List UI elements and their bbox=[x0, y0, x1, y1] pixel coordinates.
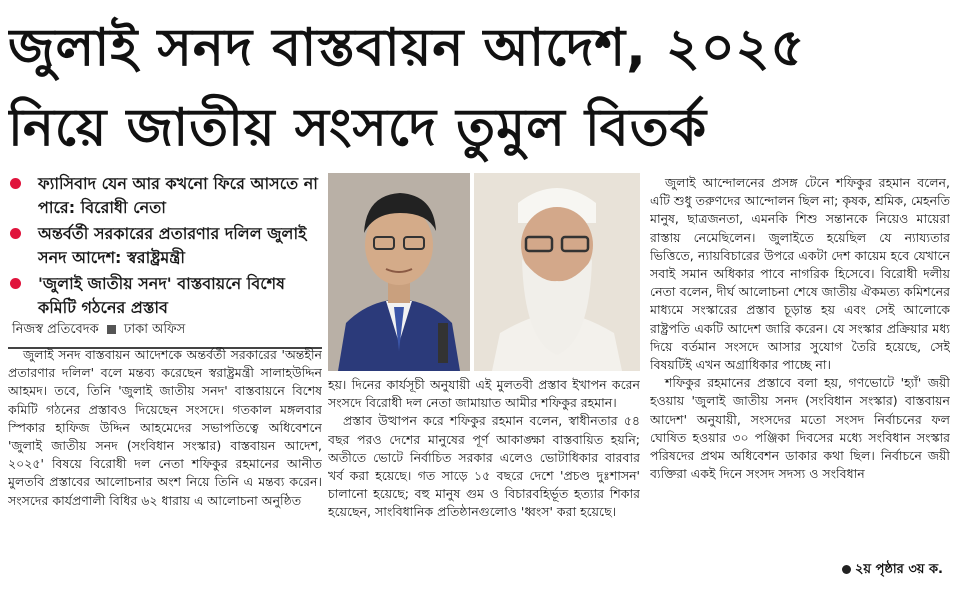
bullet-item: ফ্যাসিবাদ যেন আর কখনো ফিরে আসতে না পারে: বিরোধী নেতা bbox=[8, 172, 320, 220]
portrait-bearded-man-image bbox=[474, 173, 640, 371]
bullet-icon bbox=[10, 278, 21, 289]
article-column-1 bbox=[8, 346, 322, 590]
headline-line-2: নিয়ে জাতীয় সংসদে তুমুল বিতর্ক bbox=[8, 98, 708, 158]
headline-line-1: জুলাই সনদ বাস্তবায়ন আদেশ, ২০২৫ bbox=[8, 18, 806, 78]
continued-note: ২য় পৃষ্ঠার ৩য় ক. bbox=[842, 560, 943, 581]
portrait-man-suit-image bbox=[328, 173, 470, 371]
article-paragraph: শফিকুর রহমানের প্রস্তাবে বলা হয়, গণভোটে 'হ্যাঁ' জয়ী হওয়ায় 'জুলাই জাতীয় সনদ (সংবিধান সংস্কার) বাস্তবায়ন আদেশ' অনুযায়ী, সংসদের মতো সংসদ নির্বাচনের ফল ঘোষিত হওয়ার ৩০ পঞ্জিকা দিবসের মধ্যে সংবিধান সংস্কার পরিষদের প্রথম অধিবেশন ডাকার কথা ছিল। নির্বাচনে জয়ী ব্যক্তিরা একই দিনে সংসদ সদস্য ও সংবিধান bbox=[650, 375, 950, 482]
byline-reporter: নিজস্ব প্রতিবেদক bbox=[12, 322, 99, 337]
byline bbox=[8, 318, 322, 349]
photo-left bbox=[328, 173, 470, 371]
article-paragraph: হয়। দিনের কার্যসূচী অনুযায়ী এই মুলতবী প্রস্তাব ইখাপন করেন সংসদে বিরোধী দল নেতা জামায়াত আমীর শফিকুর রহমান। bbox=[328, 377, 640, 411]
article-column-3 bbox=[650, 174, 950, 554]
bullet-item: 'জুলাই জাতীয় সনদ' বাস্তবায়নে বিশেষ কমিটি গঠনের প্রস্তাব bbox=[8, 272, 320, 320]
photo-right bbox=[474, 173, 640, 371]
byline-office: ঢাকা অফিস bbox=[124, 322, 186, 337]
article-paragraph: জুলাই আন্দোলনের প্রসঙ্গ টেনে শফিকুর রহমান বলেন, এটি শুধু তরুণদের আন্দোলন ছিল না; কৃষক, শ্রমিক, মেহনতি মানুষ, ছাত্রজনতা, এমনকি শিশু সন্তানকে নিয়েও মায়েরা রাস্তায় নেমেছিলেন। জুলাইতে হয়েছিল যে ন্যায্যতার ভিত্তিতে, ন্যায়বিচারের উপরে একটা দেশ কায়েম হবে যেখানে সবাই সমান অধিকার পাবে নাগরিক হিসেবে। বিরোধী দলীয় নেতা বলেন, দীর্ঘ আলোচনা শেষে জাতীয় ঐকমত্য কমিশনের মাধ্যমে সংস্কারের প্রস্তাব চূড়ান্ত হয় এবং সেই আলোকে রাষ্ট্রপতি একটি আদেশ জারি করেন। যে সংস্কার প্রক্রিয়ার মধ্য দিয়ে বর্তমান সংসদে আসার সুযোগ তৈরি হয়েছে, সেই বিষয়টিই এখন অগ্রাধিকার পাচ্ছে না। bbox=[650, 175, 950, 373]
bullet-icon bbox=[10, 178, 21, 189]
bullet-icon bbox=[842, 565, 851, 574]
article-column-2 bbox=[328, 376, 640, 590]
bullet-item: অন্তর্বর্তী সরকারের প্রতারণার দলিল জুলাই সনদ আদেশ: স্বরাষ্ট্রমন্ত্রী bbox=[8, 222, 320, 270]
square-icon bbox=[107, 325, 116, 334]
bullet-list bbox=[8, 172, 320, 322]
article-paragraph: প্রস্তাব উত্থাপন করে শফিকুর রহমান বলেন, স্বাধীনতার ৫৪ বছর পরও দেশের মানুষের পূর্ণ আকাঙ্ক্ষা বাস্তবায়িত হয়নি; অতীতে ভোটে নির্বাচিত সরকার এলেও ভোটাধিকার বারবার খর্ব করা হয়েছে। গত সাড়ে ১৫ বছরে দেশে 'প্রচণ্ড দুঃশাসন' চালানো হয়েছে; বহু মানুষ গুম ও বিচারবহির্ভূত হত্যার শিকার হয়েছেন, সাংবিধানিক প্রতিষ্ঠানগুলোও 'ধ্বংস' করা হয়েছে। bbox=[328, 413, 640, 520]
bullet-icon bbox=[10, 228, 21, 239]
article-paragraph: জুলাই সনদ বাস্তবায়ন আদেশকে অন্তর্বর্তী সরকারের 'অন্তহীন প্রতারণার দলিল' বলে মন্তব্য করেছেন স্বরাষ্ট্রমন্ত্রী সালাহউদ্দিন আহমদ। তবে, তিনি 'জুলাই জাতীয় সনদ' বাস্তবায়নে বিশেষ কমিটি গঠনের প্রস্তাবও দিয়েছেন সংসদে। গতকাল মঙ্গলবার স্পিকার হাফিজ উদ্দিন আহমেদের সভাপতিত্বে অধিবেশনে 'জুলাই জাতীয় সনদ (সংবিধান সংস্কার) বাস্তবায়ন আদেশ, ২০২৫' বিষয়ে বিরোধী দল নেতা শফিকুর রহমানের আনীত মুলতবি প্রস্তাবের আলোচনার অংশ নিয়ে তিনি এ মন্তব্য করেন। সংসদের কার্যপ্রণালী বিধির ৬২ ধারায় এ আলোচনা অনুষ্ঠিত bbox=[8, 347, 322, 508]
